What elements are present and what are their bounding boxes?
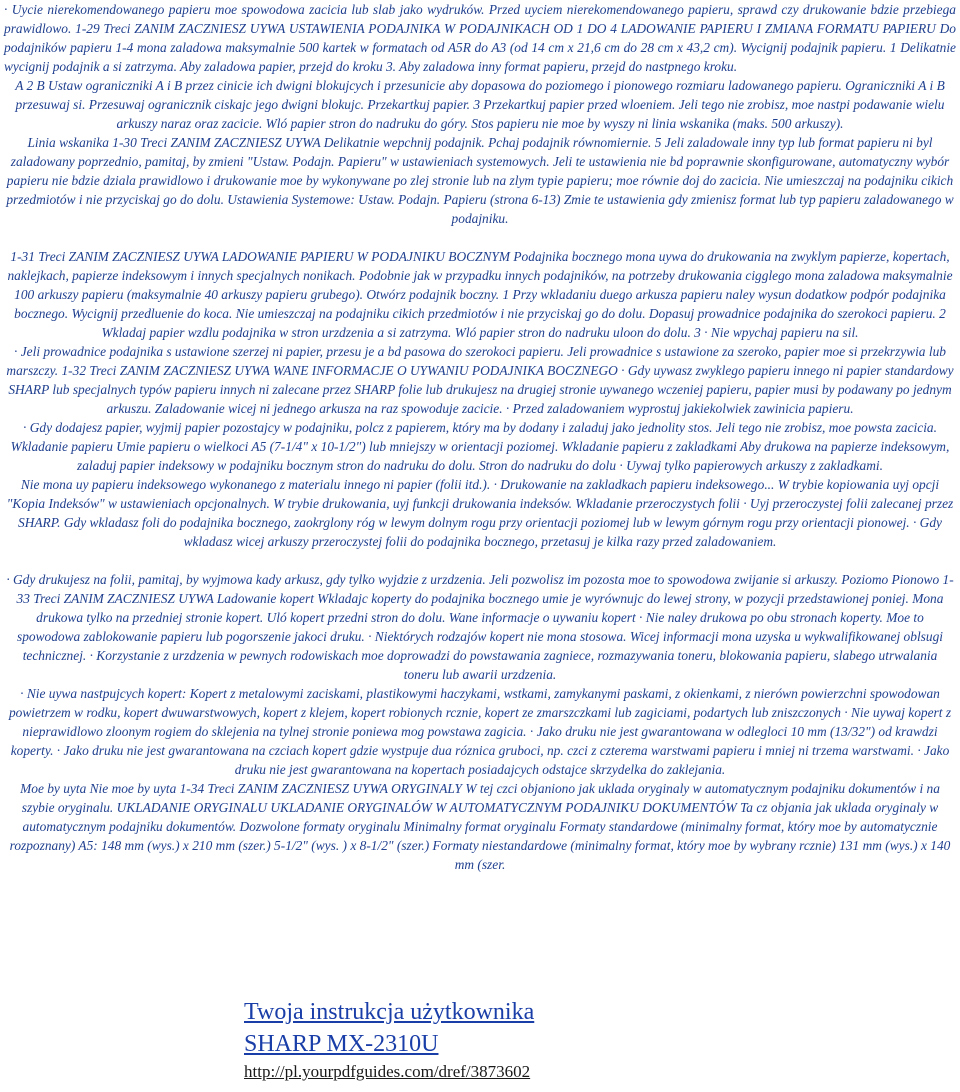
paragraph-5: · Jeli prowadnice podajnika s ustawione szerzej ni papier, przesu je a bd pasowa do szerokoci papieru. Jeli prowadnice s ustawione za szeroko, papier moe si przekrzywia lub marszczy. 1-32 Treci ZANIM ZACZNIESZ UYWA WANE INFORMACJE O UYWANIU PODAJNIKA BOCZNEGO · Gdy uywasz zwyklego papieru innego ni papier standardowy SHARP lub specjalnych typów papieru innych ni zalecane przez SHARP folie lub drukujesz na drugiej stronie uywanego wczeniej papieru, papier musi by podawany po jednym arkuszu. Zaladowanie wicej ni jednego arkusza na raz spowoduje zacicie. · Przed zaladowaniem wyprostuj jakiekolwiek zawinicia papieru. xyxy=(6,344,954,416)
source-url-link[interactable]: http://pl.yourpdfguides.com/dref/3873602 xyxy=(244,1062,531,1081)
paragraph-6: · Gdy dodajesz papier, wyjmij papier pozostajcy w podajniku, polcz z papierem, który ma by dodany i zaladuj jako jednolity stos. Jeli tego nie zrobisz, moe powsta zacicia. Wkladanie papieru Umie papieru o wielkoci A5 (7-1/4" x 10-1/2") lub mniejszy w orientacji poziomej. Wkladanie papieru z zakladkami Aby drukowa na papierze indeksowym, zaladuj papier indeksowy w podajniku bocznym stron do nadruku do dolu. Stron do nadruku do dolu · Uywaj tylko papierowych arkuszy z zakladkami. xyxy=(10,420,950,473)
model-link[interactable]: SHARP MX-2310U xyxy=(244,1031,439,1057)
spacer xyxy=(4,551,956,570)
paragraph-7: Nie mona uy papieru indeksowego wykonanego z materialu innego ni papier (folii itd.). · Drukowanie na zakladkach papieru indeksowego... W trybie kopiowania uyj opcji "Kopia Indeksów" w ustawieniach opcjonalnych. W trybie drukowania, uyj funkcji drukowania indeksów. Wkladanie przeroczystych folii · Uyj przeroczystej folii zalecanej przez SHARP. Gdy wkladasz foli do podajnika bocznego, zaokrglony róg w lewym dolnym rogu przy orientacji poziomej lub w lewym górnym rogu przy orientacji pionowej. · Gdy wkladasz wicej arkuszy przeroczystej folii do podajnika bocznego, przetasuj je kilka razy przed zaladowaniem. xyxy=(6,477,954,549)
manual-title-link[interactable]: Twoja instrukcja użytkownika xyxy=(244,999,535,1025)
paragraph-8: · Gdy drukujesz na folii, pamitaj, by wyjmowa kady arkusz, gdy tylko wyjdzie z urzdzenia. Jeli pozwolisz im pozosta moe to spowodowa zwijanie si arkuszy. Poziomo Pionowo 1-33 Treci ZANIM ZACZNIESZ UYWA Ladowanie kopert Wkladajc koperty do podajnika bocznego umie je wyrównujc do lewej strony, w pozycji przedstawionej poniej. Mona drukowa tylko na przedniej stronie kopert. Uló kopert przedni stron do dolu. Wane informacje o uywaniu kopert · Nie naley drukowa po obu stronach koperty. Moe to spowodowa zablokowanie papieru lub pogorszenie jakoci druku. · Niektórych rodzajów kopert nie mona stosowa. Wicej informacji mona uzyska u wykwalifikowanej oblsugi technicznej. · Korzystanie z urzdzenia w pewnych rodowiskach moe doprowadzi do powstawania zagniece, rozmazywania toneru, blokowania papieru, slabego utrwalania toneru lub awarii urzdzenia. xyxy=(6,572,954,682)
paragraph-9: · Nie uywa nastpujcych kopert: Kopert z metalowymi zaciskami, plastikowymi haczykami, wstkami, zamykanymi paskami, z okienkami, z nierówn powierzchni spowodowan powietrzem w rodku, kopert dwuwarstwowych, kopert z klejem, kopert robionych rcznie, kopert ze zmarszczkami lub zagiciami, podartych lub zniszczonych · Nie uywaj kopert z nieprawidlowo zloonym rogiem do sklejenia na tylnej stronie poniewa mog powstawa zagicia. · Jako druku nie jest gwarantowana w odlegloci 10 mm (13/32") od krawdzi koperty. · Jako druku nie jest gwarantowana na czciach kopert gdzie wystpuje dua róznica gruboci, np. czci z czterema warstwami papieru i mniej ni trzema warstwami. · Jako druku nie jest gwarantowana na kopertach posiadajcych odstajce skrzydelka do zaklejania. xyxy=(8,686,952,777)
spacer xyxy=(4,228,956,247)
footer-links xyxy=(244,996,844,1084)
paragraph-1: · Uycie nierekomendowanego papieru moe spowodowa zacicia lub slab jako wydruków. Przed uyciem nierekomendowanego papieru, sprawd czy drukowanie bdzie przebiega prawidlowo. 1-29 Treci ZANIM ZACZNIESZ UYWA USTAWIENIA PODAJNIKA W PODAJNIKACH OD 1 DO 4 LADOWANIE PAPIERU I ZMIANA FORMATU PAPIERU Do podajników papieru 1-4 mona zaladowa maksymalnie 500 kartek w formatach od A5R do A3 (od 14 cm x 21,6 cm do 28 cm x 43,2 cm). Wycignij podajnik papieru. 1 Delikatnie wycignij podajnik a si zatrzyma. Aby zaladowa papier, przejd do kroku 3. Aby zaladowa inny format papieru, przejd do nastpnego kroku. xyxy=(4,2,956,74)
paragraph-2: A 2 B Ustaw ograniczniki A i B przez cinicie ich dwigni blokujcych i przesunicie aby dopasowa do poziomego i pionowego rozmiaru ladowanego papieru. Ograniczniki A i B przesuwaj si. Przesuwaj ogranicznik ciskajc jego dwigni blokujc. Przekartkuj papier. 3 Przekartkuj papier przed wloeniem. Jeli tego nie zrobisz, moe nastpi podawanie wielu arkuszy naraz oraz zacicie. Wló papier stron do nadruku do góry. Stos papieru nie moe by wyszy ni linia wskanika (maks. 500 arkuszy). xyxy=(15,78,945,131)
paragraph-3: Linia wskanika 1-30 Treci ZANIM ZACZNIESZ UYWA Delikatnie wepchnij podajnik. Pchaj podajnik równomiernie. 5 Jeli zaladowale inny typ lub format papieru ni byl zaladowany poprzednio, pamitaj, by zmieni "Ustaw. Podajn. Papieru" w ustawieniach systemowych. Jeli te ustawienia nie bd poprawnie skonfigurowane, automatyczny wybór papieru nie bdzie dziala prawidlowo i drukowanie moe by wykonywane po zlej stronie lub na zlym typie papieru; moe równie doj do zacicia. Nie umieszczaj na podajniku cikich przedmiotów i nie przyciskaj go do dolu. Ustawienia Systemowe: Ustaw. Podajn. Papieru (strona 6-13) Zmie te ustawienia gdy zmienisz format lub typ papieru zaladowanego w podajniku. xyxy=(6,135,954,226)
document-body xyxy=(4,0,956,874)
paragraph-10: Moe by uyta Nie moe by uyta 1-34 Treci ZANIM ZACZNIESZ UYWA ORYGINALY W tej czci objaniono jak uklada oryginaly w automatycznym podajniku dokumentów i na szybie oryginalu. UKLADANIE ORYGINALU UKLADANIE ORYGINALÓW W AUTOMATYCZNYM PODAJNIKU DOKUMENTÓW Ta cz objania jak uklada oryginaly w automatycznym podajniku dokumentów. Dozwolone formaty oryginalu Minimalny format oryginalu Formaty standardowe (minimalny format, który moe by automatycznie rozpoznany) A5: 148 mm (wys.) x 210 mm (szer.) 5-1/2" (wys. ) x 8-1/2" (szer.) Formaty niestandardowe (minimalny format, który moe by wybrany rcznie) 131 mm (wys.) x 140 mm (szer. xyxy=(9,781,951,872)
paragraph-4: 1-31 Treci ZANIM ZACZNIESZ UYWA LADOWANIE PAPIERU W PODAJNIKU BOCZNYM Podajnika bocznego mona uywa do drukowania na zwyklym papierze, kopertach, naklejkach, papierze indeksowym i innych specjalnych nonikach. Podobnie jak w przypadku innych podajników, na potrzeby drukowania cigglego mona zaladowa maksymalnie 100 arkuszy papieru (maksymalnie 40 arkuszy papieru grubego). Otwórz podajnik boczny. 1 Przy wkladaniu duego arkusza papieru naley wysun dodatkow podpór podajnika bocznego. Wycignij przedluenie do koca. Nie umieszczaj na podajniku cikich przedmiotów i nie przyciskaj go do dolu. Dopasuj prowadnice podajnika do szerokoci papieru. 2 Wkladaj papier wzdlu podajnika w stron urzdzenia a si zatrzyma. Wló papier stron do nadruku uloon do dolu. 3 · Nie wpychaj papieru na sil. xyxy=(7,249,953,340)
